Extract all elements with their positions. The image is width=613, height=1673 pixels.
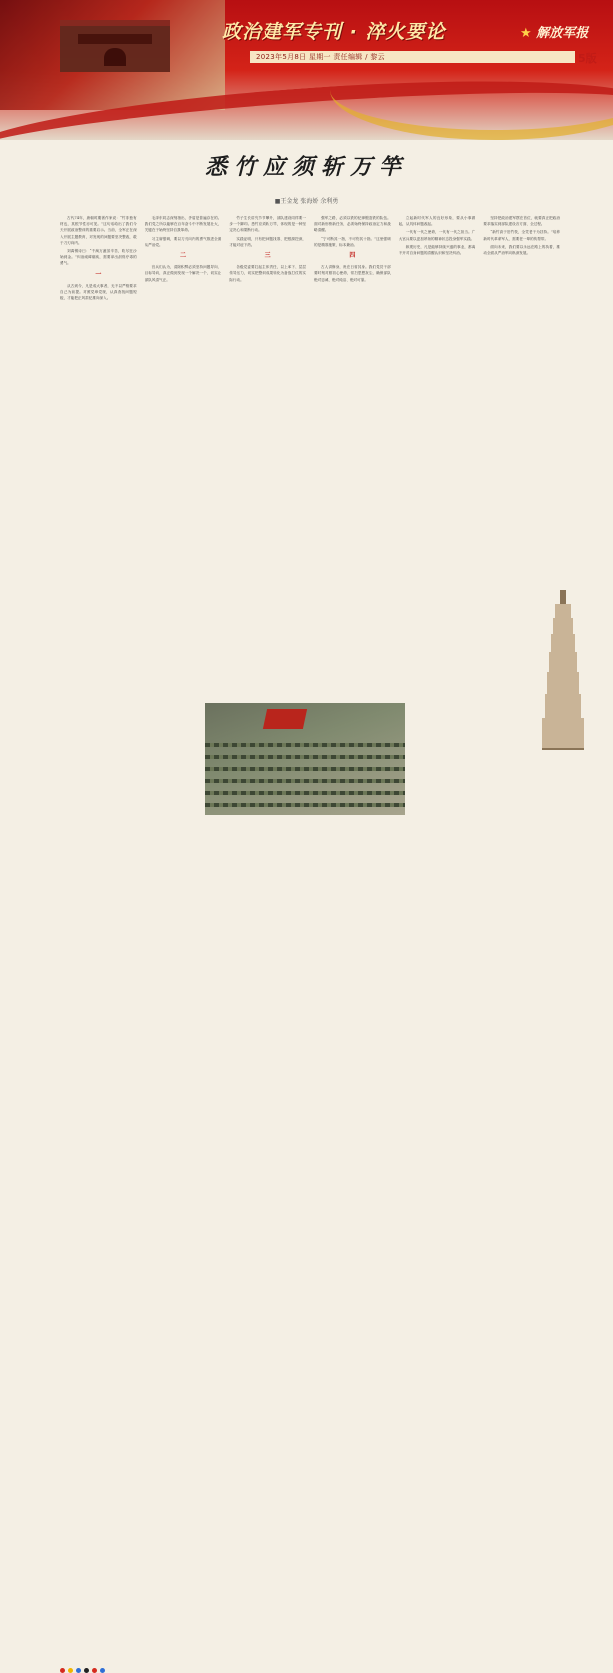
- flag-shape: [263, 709, 307, 729]
- paragraph: 古代74年，唐朝时期著作家说：“竹非独有材也，其根节性亦可见。”这句话给出了我们今天开展政治整训的重要启示。当前，全军正在深入开展主题教育，对发现的问题要坚决整改，敢于刀刃向内。: [60, 216, 137, 245]
- troop-row: [205, 791, 405, 795]
- newspaper-logo: [520, 22, 588, 41]
- gate-photo: [0, 0, 225, 110]
- pagoda-image: [533, 590, 593, 760]
- pagoda-tier: [549, 652, 577, 674]
- masthead-banner: [0, 0, 613, 140]
- paragraph: 毛泽东同志深刻指出，矛盾是普遍存在的。我们党之所以能够在百年奋斗中不断发展壮大，关键在于始终坚持自我革命。: [144, 216, 222, 233]
- pagoda-tier: [551, 634, 575, 654]
- article-byline: ■王金龙 张海娇 余利勇: [274, 198, 339, 205]
- paragraph: 面向未来，我们要以永远在路上的执着，推动全面从严治军向纵深发展。: [483, 244, 561, 256]
- paragraph: 强军之路，必须以铁的纪律锻造铁的队伍。面对新形势新任务，必须始终保持政治定力和战略清醒。: [314, 216, 391, 233]
- paragraph: 实践证明，只有把问题找准、把根源挖深，才能对症下药。: [229, 236, 307, 247]
- section-mark: 二: [180, 252, 187, 260]
- troop-row: [205, 743, 405, 747]
- paragraph: 古人讲修身，贵在日省其身。我们党员干部要时刻对照初心使命，常扫思想灰尘，确保部队绝对忠诚、绝对纯洁、绝对可靠。: [314, 265, 391, 282]
- paragraph: 官兵们认为，清除积弊必须坚持问题导向、目标导向，真正做到发现一个解决一个，切实让部队风清气正。: [144, 265, 222, 282]
- registration-dot: [76, 1668, 81, 1673]
- article-headline: 悉竹应须斩万竿: [204, 154, 408, 180]
- section-mark: 三: [264, 252, 271, 260]
- registration-dot: [100, 1668, 105, 1673]
- section-title: 政治建军专刊 · 淬火要论: [222, 21, 446, 43]
- article-column: [399, 215, 476, 815]
- star-icon: ★: [520, 26, 532, 41]
- section-mark: 四: [349, 252, 356, 260]
- paragraph: 习主席强调，要以刀刃向内的勇气推进全面从严治党。: [144, 236, 222, 247]
- troop-row: [205, 767, 405, 771]
- page-number: 5版: [578, 52, 597, 65]
- paragraph: 纵观历史，凡是能够持续兴盛的事业，都离不开对自身问题的清醒认识和坚决纠治。: [398, 244, 476, 256]
- troop-row: [205, 755, 405, 759]
- print-registration-dots: [60, 1668, 105, 1673]
- paragraph: 一代有一代之使命，一代有一代之担当。广大官兵要以更加昂扬的精神状态投身强军实践。: [398, 230, 476, 241]
- section-mark: 一: [95, 270, 102, 278]
- registration-dot: [92, 1668, 97, 1673]
- paragraph: 竹子生长讲究节节攀升，部队建设同样要一步一个脚印。悉竹应须斩万竿，体现的是一种坚定决心和果断行动。: [229, 216, 307, 233]
- registration-dot: [60, 1668, 65, 1673]
- paragraph: 刘禹锡诗曰：“千淘万漉虽辛苦，吹尽狂沙始到金。”纠治顽瘴痼疾，需要拿出刮骨疗毒的勇气。: [60, 249, 137, 266]
- paragraph: “新竹高于旧竹枝，全凭老干为扶持。”培养新时代革命军人，需要老一辈的传帮带。: [483, 230, 561, 241]
- pagoda-tier: [547, 672, 579, 696]
- page-footer: [0, 833, 613, 844]
- gate-sign: [78, 34, 152, 44]
- registration-dot: [84, 1668, 89, 1673]
- registration-dot: [68, 1668, 73, 1673]
- pagoda-base: [542, 718, 584, 750]
- logo-text: 解放军报: [536, 26, 589, 41]
- article-column: [60, 215, 137, 815]
- paragraph: “宁可断其一指，不可伤其十指。”这里强调的是精准施策、标本兼治。: [314, 236, 391, 247]
- date-line: 2023年5月8日 星期一 责任编辑 / 黎云: [256, 53, 385, 61]
- troop-row: [205, 803, 405, 807]
- paragraph: 立起新时代军人的良好形象，要从小事做起，从具体问题改起。: [398, 216, 476, 227]
- parade-image: [205, 703, 405, 815]
- pagoda-tier: [545, 694, 581, 720]
- troop-row: [205, 779, 405, 783]
- paragraph: 从古到今，凡是成大事者，无不以严格要求自己为前提。对照党章党规，认真查找问题短板，才能把正风肃纪推向深入。: [60, 283, 137, 301]
- gate-door: [104, 48, 126, 66]
- paragraph: 各级党委要扛起主体责任，以上率下、层层传导压力，切实把整训成果转化为备战打仗的实际行动。: [229, 265, 307, 282]
- paragraph: 坚持把政治建军摆在首位，就要真正把政治要求落实到部队建设各方面、全过程。: [483, 216, 561, 227]
